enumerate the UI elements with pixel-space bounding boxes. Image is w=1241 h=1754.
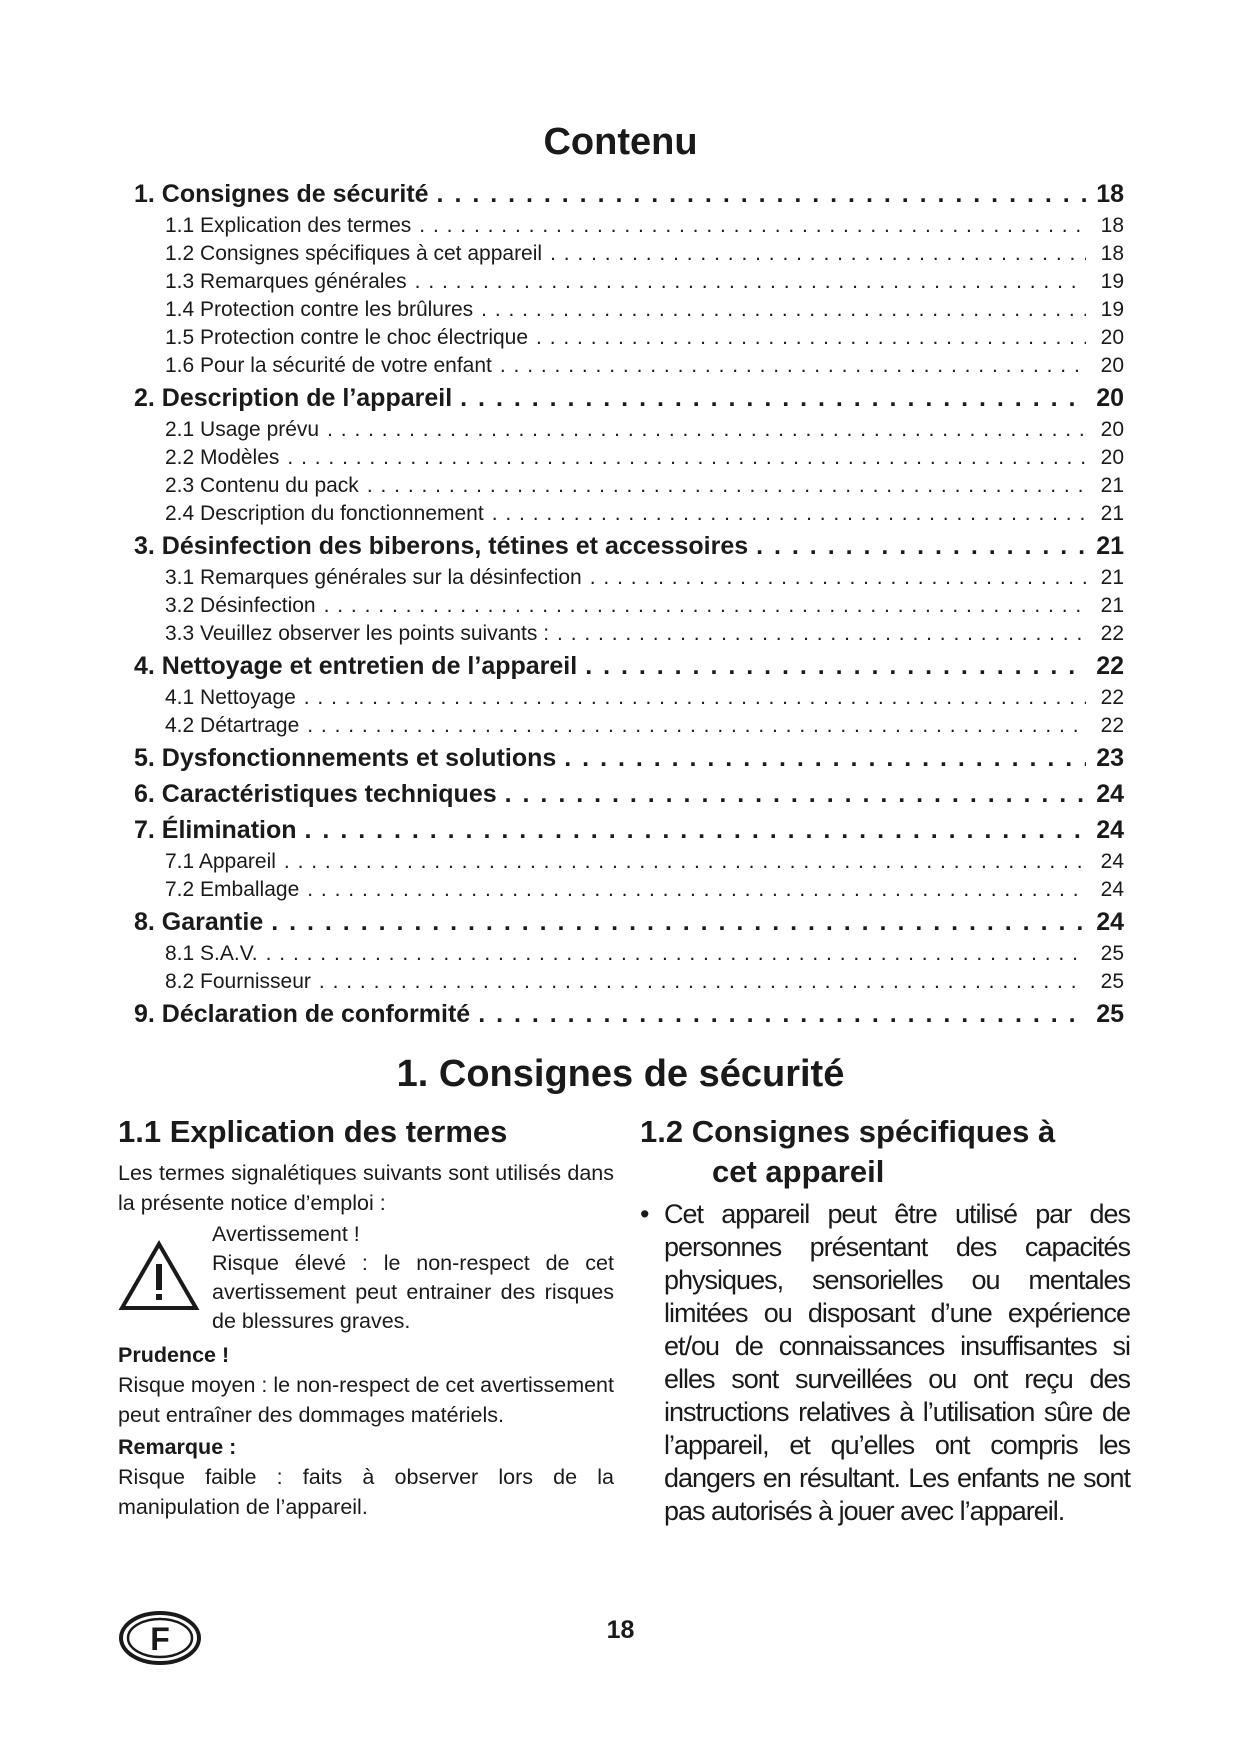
- toc-entry-title: 7.1 Appareil: [165, 850, 276, 873]
- toc-entry-page: 24: [1096, 908, 1124, 936]
- toc-entry-title: 8.1 S.A.V.: [165, 942, 258, 965]
- toc-entry-page: 20: [1100, 418, 1124, 441]
- toc-entry-page: 20: [1100, 326, 1124, 349]
- right-heading-line1: 1.2 Consignes spécifiques à: [640, 1114, 1056, 1149]
- right-heading: [640, 1112, 1130, 1192]
- table-of-contents: [134, 176, 1124, 1032]
- note-text: Risque faible : faits à observer lors de la manipulation de l’appareil.: [118, 1465, 614, 1519]
- toc-entry-title: 2.4 Description du fonctionnement: [165, 502, 484, 525]
- toc-entry-title: 1. Consignes de sécurité: [134, 180, 429, 208]
- toc-section-row: [134, 268, 1124, 296]
- toc-entry-page: 24: [1096, 816, 1124, 844]
- toc-dot-leader: [505, 776, 1086, 812]
- toc-section-row: [134, 444, 1124, 472]
- toc-section-row: [134, 620, 1124, 648]
- toc-dot-leader: [557, 620, 1086, 648]
- toc-entry-title: 7.2 Emballage: [165, 878, 300, 901]
- toc-dot-leader: [481, 296, 1086, 324]
- right-heading-line2: cet appareil: [712, 1154, 885, 1189]
- toc-entry-title: 5. Dysfonctionnements et solutions: [134, 744, 557, 772]
- toc-dot-leader: [324, 592, 1086, 620]
- toc-dot-leader: [492, 500, 1086, 528]
- toc-dot-leader: [550, 240, 1086, 268]
- toc-dot-leader: [437, 176, 1086, 212]
- toc-entry-page: 19: [1100, 298, 1124, 321]
- toc-entry-title: 3.1 Remarques générales sur la désinfection: [165, 566, 582, 589]
- toc-entry-page: 18: [1096, 180, 1124, 208]
- right-column: [640, 1112, 1130, 1528]
- toc-dot-leader: [367, 472, 1086, 500]
- toc-chapter-row: [134, 740, 1124, 776]
- toc-entry-title: 4. Nettoyage et entretien de l’appareil: [134, 652, 578, 680]
- page-number: 18: [606, 1616, 635, 1644]
- toc-dot-leader: [460, 380, 1086, 416]
- toc-section-row: [134, 848, 1124, 876]
- toc-chapter-row: [134, 648, 1124, 684]
- toc-chapter-row: [134, 380, 1124, 416]
- toc-entry-title: 3.2 Désinfection: [165, 594, 316, 617]
- toc-dot-leader: [590, 564, 1086, 592]
- toc-entry-title: 4.1 Nettoyage: [165, 686, 296, 709]
- toc-entry-page: 24: [1100, 850, 1124, 873]
- toc-entry-page: 23: [1096, 744, 1124, 772]
- toc-dot-leader: [478, 996, 1086, 1032]
- toc-entry-page: 24: [1100, 878, 1124, 901]
- toc-section-row: [134, 212, 1124, 240]
- language-badge-letter: F: [150, 1621, 170, 1657]
- toc-entry-title: 1.1 Explication des termes: [165, 214, 412, 237]
- toc-section-row: [134, 592, 1124, 620]
- bullet-text: Cet appareil peut être utilisé par des personnes présentant des capacités physiques, sensorielles ou mentales limitées ou disposant d’une expérience et/ou de connaissances insuffisantes si elles sont surveillées ou ont reçu des instructions relatives à l’utilisation sûre de l’appareil, et qu’elles ont compris les dangers en résultant. Les enfants ne sont pas autorisés à jouer avec l’appareil.: [664, 1199, 1130, 1526]
- toc-entry-page: 22: [1100, 714, 1124, 737]
- toc-entry-title: 2.3 Contenu du pack: [165, 474, 359, 497]
- caution-title: Prudence !: [118, 1343, 230, 1367]
- toc-entry-page: 20: [1100, 446, 1124, 469]
- toc-entry-title: 7. Élimination: [134, 816, 297, 844]
- toc-dot-leader: [304, 684, 1086, 712]
- toc-entry-title: 1.3 Remarques générales: [165, 270, 407, 293]
- toc-entry-page: 21: [1096, 532, 1124, 560]
- toc-entry-page: 18: [1100, 242, 1124, 265]
- left-heading: 1.1 Explication des termes: [118, 1114, 508, 1149]
- toc-dot-leader: [415, 268, 1086, 296]
- toc-title: Contenu: [543, 121, 698, 163]
- toc-entry-page: 21: [1100, 474, 1124, 497]
- toc-section-row: [134, 712, 1124, 740]
- toc-section-row: [134, 296, 1124, 324]
- warning-text-block: [212, 1220, 614, 1336]
- toc-section-row: [134, 472, 1124, 500]
- toc-section-row: [134, 684, 1124, 712]
- toc-dot-leader: [500, 352, 1086, 380]
- intro-paragraph: Les termes signalétiques suivants sont utilisés dans la présente notice d’emploi :: [118, 1161, 614, 1215]
- toc-entry-page: 22: [1100, 686, 1124, 709]
- toc-entry-page: 25: [1100, 970, 1124, 993]
- toc-entry-page: 25: [1096, 1000, 1124, 1028]
- toc-chapter-row: [134, 812, 1124, 848]
- toc-chapter-row: [134, 904, 1124, 940]
- toc-dot-leader: [287, 444, 1086, 472]
- toc-entry-title: 1.2 Consignes spécifiques à cet appareil: [165, 242, 543, 265]
- warning-block: [118, 1220, 614, 1336]
- toc-section-row: [134, 876, 1124, 904]
- toc-entry-title: 9. Déclaration de conformité: [134, 1000, 471, 1028]
- safety-bullet: [640, 1198, 1130, 1528]
- toc-section-row: [134, 352, 1124, 380]
- bullet-dot: •: [640, 1199, 649, 1229]
- toc-chapter-row: [134, 528, 1124, 564]
- toc-entry-title: 4.2 Détartrage: [165, 714, 300, 737]
- warning-title: Avertissement !: [212, 1222, 360, 1246]
- toc-entry-title: 8.2 Fournisseur: [165, 970, 311, 993]
- toc-entry-title: 3. Désinfection des biberons, tétines et accessoires: [134, 532, 749, 560]
- toc-entry-title: 1.5 Protection contre le choc électrique: [165, 326, 529, 349]
- toc-section-row: [134, 500, 1124, 528]
- toc-entry-page: 22: [1100, 622, 1124, 645]
- toc-dot-leader: [564, 740, 1086, 776]
- toc-dot-leader: [585, 648, 1086, 684]
- toc-dot-leader: [305, 812, 1086, 848]
- toc-section-row: [134, 940, 1124, 968]
- toc-dot-leader: [756, 528, 1086, 564]
- toc-section-row: [134, 324, 1124, 352]
- toc-dot-leader: [307, 876, 1086, 904]
- toc-dot-leader: [327, 416, 1086, 444]
- toc-dot-leader: [419, 212, 1086, 240]
- section-title: 1. Consignes de sécurité: [396, 1053, 845, 1095]
- caution-text: Risque moyen : le non-respect de cet avertissement peut entraîner des dommages matériels.: [118, 1373, 614, 1427]
- toc-entry-page: 18: [1100, 214, 1124, 237]
- toc-chapter-row: [134, 996, 1124, 1032]
- toc-entry-page: 21: [1100, 566, 1124, 589]
- toc-entry-title: 2. Description de l’appareil: [134, 384, 453, 412]
- toc-entry-page: 22: [1096, 652, 1124, 680]
- toc-entry-page: 20: [1100, 354, 1124, 377]
- warning-triangle-icon: [118, 1220, 212, 1336]
- toc-entry-page: 19: [1100, 270, 1124, 293]
- toc-entry-title: 1.4 Protection contre les brûlures: [165, 298, 474, 321]
- toc-dot-leader: [284, 848, 1086, 876]
- toc-entry-page: 21: [1100, 594, 1124, 617]
- toc-entry-page: 24: [1096, 780, 1124, 808]
- note-title: Remarque :: [118, 1435, 237, 1459]
- toc-section-row: [134, 416, 1124, 444]
- toc-section-row: [134, 564, 1124, 592]
- toc-section-row: [134, 240, 1124, 268]
- toc-chapter-row: [134, 176, 1124, 212]
- toc-entry-title: 1.6 Pour la sécurité de votre enfant: [165, 354, 492, 377]
- toc-dot-leader: [271, 904, 1086, 940]
- left-column: [118, 1112, 614, 1522]
- toc-chapter-row: [134, 776, 1124, 812]
- toc-entry-title: 2.2 Modèles: [165, 446, 280, 469]
- toc-dot-leader: [319, 968, 1086, 996]
- toc-dot-leader: [307, 712, 1086, 740]
- toc-entry-title: 3.3 Veuillez observer les points suivants :: [165, 622, 550, 645]
- toc-entry-page: 25: [1100, 942, 1124, 965]
- toc-entry-title: 6. Caractéristiques techniques: [134, 780, 497, 808]
- toc-dot-leader: [536, 324, 1086, 352]
- warning-description: Risque élevé : le non-respect de cet avertissement peut entrainer des risques de blessures graves.: [212, 1251, 614, 1333]
- toc-entry-page: 20: [1096, 384, 1124, 412]
- toc-entry-title: 8. Garantie: [134, 908, 264, 936]
- toc-entry-page: 21: [1100, 502, 1124, 525]
- toc-dot-leader: [266, 940, 1086, 968]
- toc-section-row: [134, 968, 1124, 996]
- toc-entry-title: 2.1 Usage prévu: [165, 418, 320, 441]
